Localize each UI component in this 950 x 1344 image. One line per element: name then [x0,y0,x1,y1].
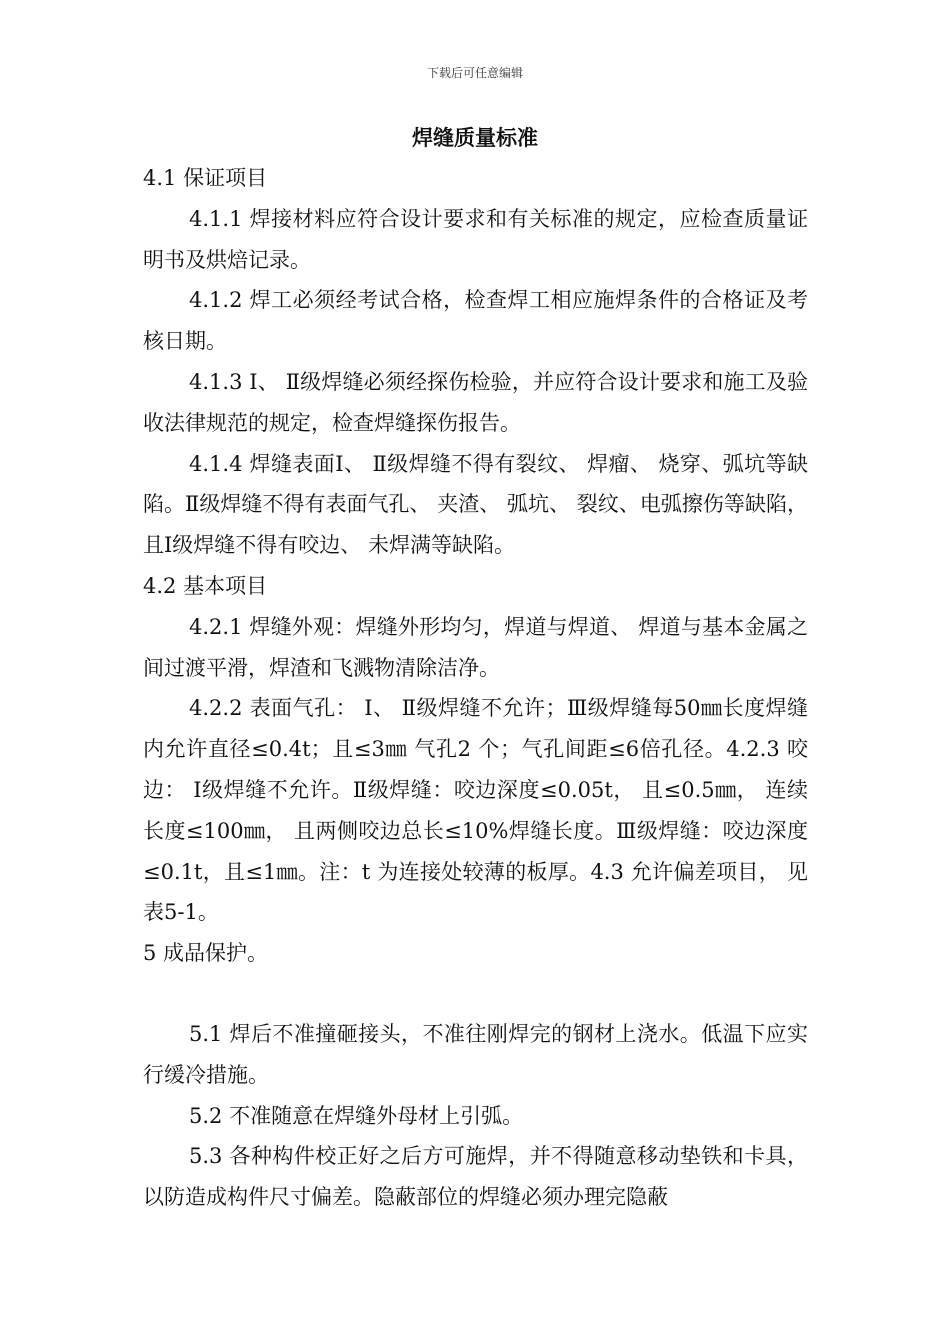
blank-line [143,974,808,1014]
paragraph-4-1-2: 4.1.2 焊工必须经考试合格，检查焊工相应施焊条件的合格证及考核日期。 [143,288,808,354]
document-title: 焊缝质量标准 [412,126,538,150]
document-body [143,158,808,1218]
section-heading-5: 5 成品保护。 [143,941,269,966]
paragraph-4-1-1: 4.1.1 焊接材料应符合设计要求和有关标准的规定，应检查质量证明书及烘焙记录。 [143,206,808,272]
header-note: 下载后可任意编辑 [426,66,523,80]
section-heading-4-2: 4.2 基本项目 [143,573,268,598]
paragraph-4-1-4: 4.1.4 焊缝表面Ⅰ、 Ⅱ级焊缝不得有裂纹、 焊瘤、 烧穿、弧坑等缺陷。Ⅱ级焊缝不得有表面气孔、 夹渣、 弧坑、 裂纹、电弧擦伤等缺陷，且Ⅰ级焊缝不得有咬边、 未焊满等缺陷。 [143,451,808,558]
paragraph-5-1: 5.1 焊后不准撞砸接头，不准往刚焊完的钢材上浇水。低温下应实行缓冷措施。 [143,1021,808,1087]
paragraph-4-2-1: 4.2.1 焊缝外观：焊缝外形均匀，焊道与焊道、 焊道与基本金属之间过渡平滑，焊渣和飞溅物清除洁净。 [143,614,808,680]
section-heading-4-1: 4.1 保证项目 [143,166,268,190]
paragraph-4-2-2: 4.2.2 表面气孔： Ⅰ、 Ⅱ级焊缝不允许；Ⅲ级焊缝每50㎜长度焊缝内允许直径≤0.4t；且≤3㎜ 气孔2 个；气孔间距≤6倍孔径。4.2.3 咬边： Ⅰ级焊缝不允许。Ⅱ级焊缝：咬边深度≤0.05t， 且≤0.5㎜， 连续长度≤100㎜， 且两侧咬边总长≤10%焊缝长度。Ⅲ级焊缝：咬边深度≤0.1t，且≤1㎜。注：t 为连接处较薄的板厚。4.3 允许偏差项目， 见表5-1。 [143,696,808,925]
paragraph-5-2: 5.2 不准随意在焊缝外母材上引弧。 [189,1103,524,1128]
paragraph-4-1-3: 4.1.3 Ⅰ、 Ⅱ级焊缝必须经探伤检验，并应符合设计要求和施工及验收法律规范的规定，检查焊缝探伤报告。 [143,369,808,435]
paragraph-5-3: 5.3 各种构件校正好之后方可施焊，并不得随意移动垫铁和卡具，以防造成构件尺寸偏差。隐蔽部位的焊缝必须办理完隐蔽 [143,1144,808,1210]
